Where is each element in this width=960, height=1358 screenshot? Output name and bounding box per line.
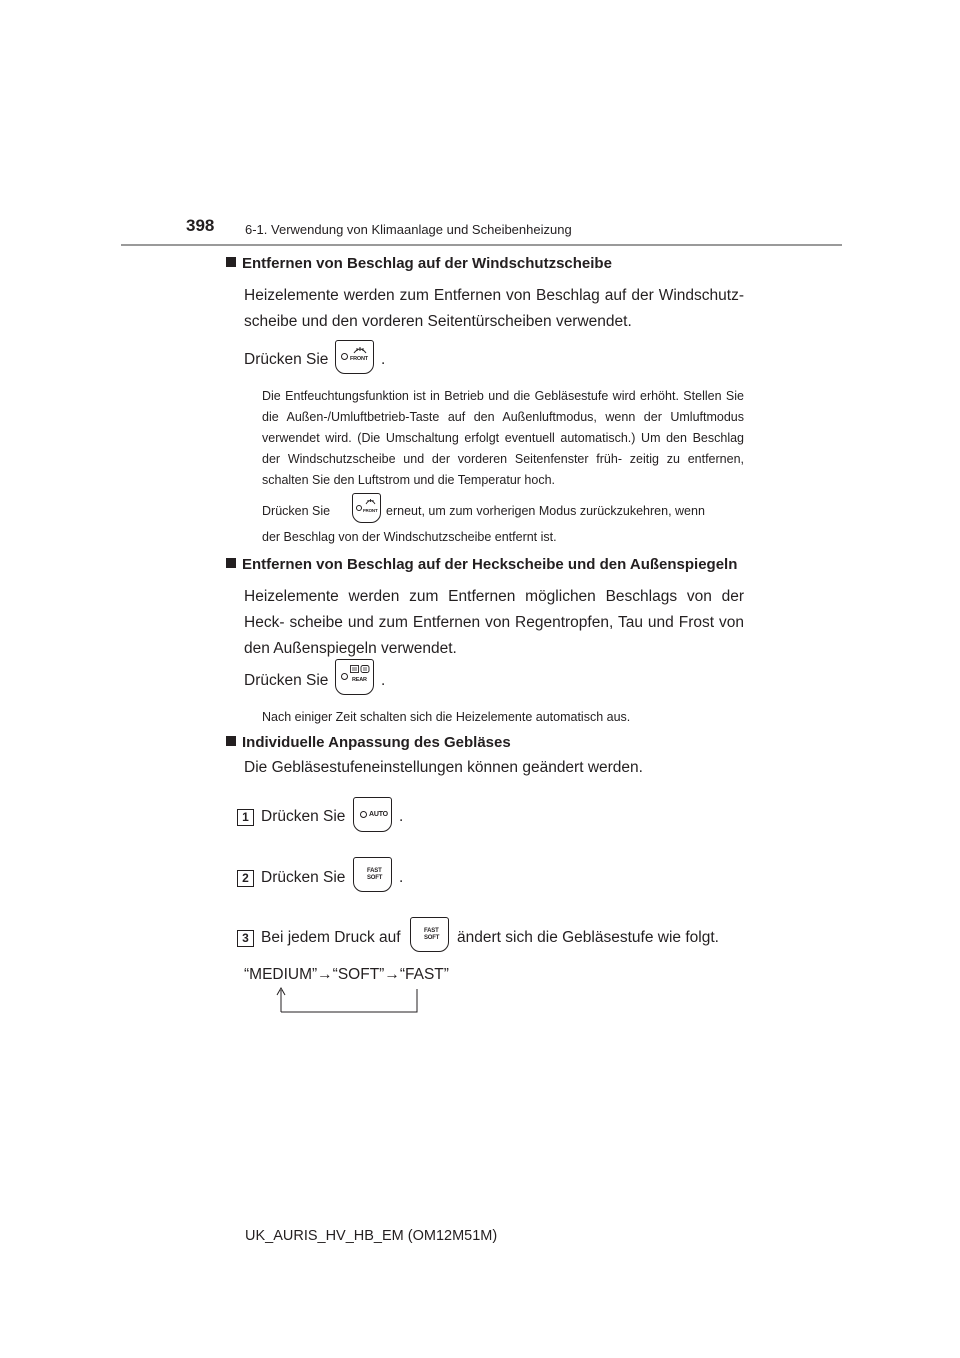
- cycle-return-arrow-icon: [272, 985, 422, 1015]
- square-bullet-icon: [226, 558, 236, 568]
- auto-button-icon: AUTO: [353, 797, 392, 832]
- section-body: Die Gebläsestufeneinstellungen können geändert werden.: [244, 759, 643, 776]
- front-defroster-button-icon: FRONT: [352, 493, 381, 523]
- section-heading-fan: Individuelle Anpassung des Gebläses: [226, 734, 511, 751]
- press-text: Drücken Sie: [244, 672, 329, 689]
- note-text: erneut, um zum vorherigen Modus zurückzukehren, wenn: [386, 504, 705, 518]
- front-defroster-button-icon: FRONT: [335, 340, 374, 374]
- square-bullet-icon: [226, 257, 236, 267]
- step-number: 2: [237, 870, 254, 887]
- header-rule: [121, 244, 842, 246]
- page-number: 398: [186, 216, 215, 235]
- note-text: der Beschlag von der Windschutzscheibe entfernt ist.: [262, 530, 557, 544]
- fan-cycle-text: “MEDIUM”→“SOFT”→“FAST”: [244, 966, 449, 983]
- section-body: Heizelemente werden zum Entfernen möglichen Beschlags von der Heck- scheibe und zum Entfernen von Regentropfen, Tau und Frost von den Außenspiegeln verwendet.: [244, 588, 744, 657]
- footer-code: UK_AURIS_HV_HB_EM (OM12M51M): [245, 1228, 498, 1244]
- step-number: 1: [237, 809, 254, 826]
- fan-speed-button-icon: FAST SOFT: [353, 857, 392, 892]
- note-text: Nach einiger Zeit schalten sich die Heizelemente automatisch aus.: [262, 710, 631, 724]
- note-text: Drücken Sie: [262, 504, 331, 518]
- note-text: Die Entfeuchtungsfunktion ist in Betrieb und die Gebläsestufe wird erhöht. Stellen Sie die Außen-/Umluftbetrieb-Taste auf den Außenluftmodus, wenn der Umluftmodus verwendet wird. (Die Umschaltung erfolgt eventuell automatisch.) Um den Beschlag der Windschutzscheibe und der vorderen Seitenfenster früh- zeitig zu entfernen, schalten Sie den Luftstrom und die Temperatur hoch.: [262, 389, 744, 487]
- square-bullet-icon: [226, 736, 236, 746]
- section-heading-rear-window: Entfernen von Beschlag auf der Heckscheibe und den Außenspiegeln: [226, 556, 737, 573]
- chapter-title: 6-1. Verwendung von Klimaanlage und Scheibenheizung: [245, 222, 572, 237]
- fan-speed-button-icon: FAST SOFT: [410, 917, 449, 952]
- section-heading-windshield: Entfernen von Beschlag auf der Windschutzscheibe: [226, 255, 612, 272]
- section-body: Heizelemente werden zum Entfernen von Beschlag auf der Windschutz- scheibe und den vorderen Seitentürscheiben verwendet.: [244, 287, 744, 330]
- rear-defroster-button-icon: REAR: [335, 659, 374, 695]
- step-number: 3: [237, 930, 254, 947]
- press-text: Drücken Sie: [244, 351, 329, 368]
